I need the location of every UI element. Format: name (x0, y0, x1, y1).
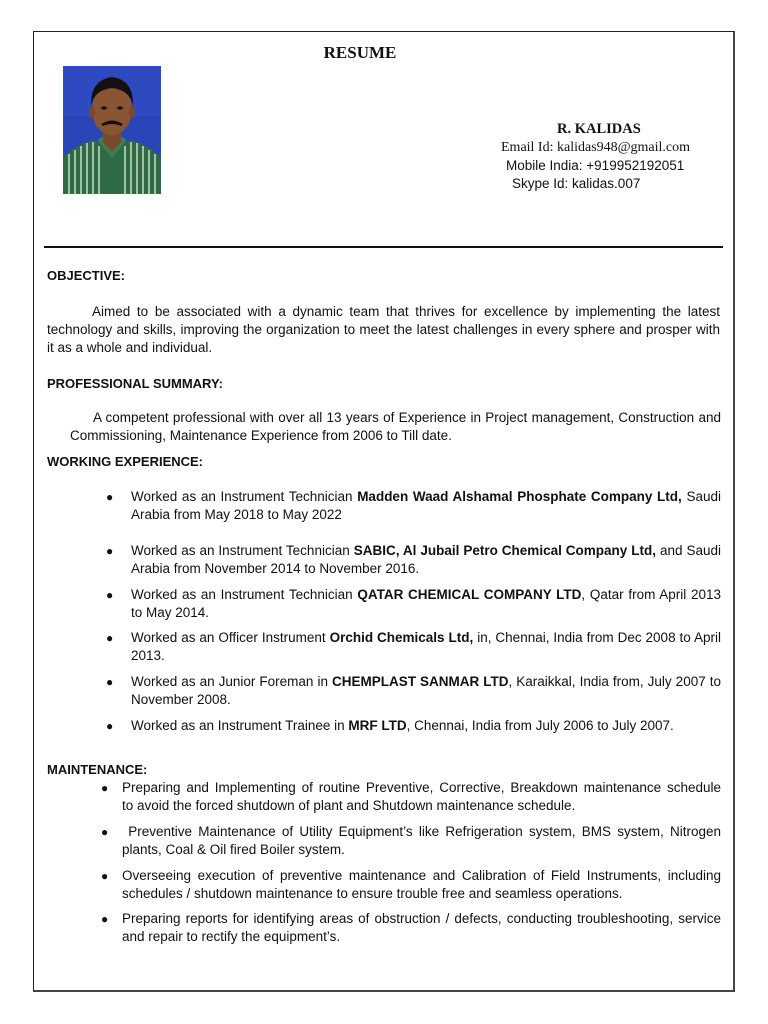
experience-item: ● Worked as an Officer Instrument Orchid Chemicals Ltd, in, Chennai, India from Dec 2008 to April 2013. (106, 630, 721, 663)
bullet-icon: ● (101, 781, 109, 795)
skype-text: Skype Id: kalidas.007 (512, 176, 641, 191)
mobile-text: Mobile India: +919952192051 (506, 158, 685, 173)
email-text: Email Id: kalidas948@gmail.com (501, 140, 691, 155)
maintenance-item: ● Preventive Maintenance of Utility Equipment’s like Refrigeration system, BMS system, Nitrogen plants, Coal & Oil fired Boiler system. (101, 824, 725, 857)
profile-photo-image (63, 66, 161, 194)
header-divider (44, 246, 723, 248)
objective-heading: OBJECTIVE: (47, 268, 126, 283)
summary-text: A competent professional with over all 13 years of Experience in Project management, Construction and Commissioning, Maintenance Experience from 2006 to Till date. (70, 410, 721, 443)
experience-item: ● Worked as an Instrument Technician SABIC, Al Jubail Petro Chemical Company Ltd, and Saudi Arabia from November 2014 to November 2016. (106, 543, 721, 576)
maintenance-heading: MAINTENANCE: (47, 762, 148, 777)
bullet-icon: ● (106, 490, 114, 504)
bullet-icon: ● (101, 869, 109, 883)
candidate-name: R. KALIDAS (557, 121, 641, 137)
maintenance-item: ● Preparing and Implementing of routine Preventive, Corrective, Breakdown maintenance schedule to avoid the forced shutdown of plant and Shutdown maintenance schedule. (101, 780, 744, 813)
bullet-icon: ● (106, 588, 114, 602)
experience-heading: WORKING EXPERIENCE: (47, 454, 204, 469)
summary-heading: PROFESSIONAL SUMMARY: (47, 376, 223, 391)
maintenance-item: ● Overseeing execution of preventive maintenance and Calibration of Field Instruments, including schedules / shutdown maintenance to ensure trouble free and seamless operations. (101, 868, 721, 901)
bullet-icon: ● (106, 631, 114, 645)
experience-item: ● Worked as an Instrument Technician Madden Waad Alshamal Phosphate Company Ltd, Saudi Arabia from May 2018 to May 2022 (106, 489, 721, 522)
experience-item: ● Worked as an Junior Foreman in CHEMPLAST SANMAR LTD, Karaikkal, India from, July 2007 to November 2008. (106, 674, 721, 707)
objective-text (47, 303, 720, 357)
experience-item: ● Worked as an Instrument Technician QATAR CHEMICAL COMPANY LTD, Qatar from April 2013 to May 2014. (106, 587, 722, 620)
bullet-icon: ● (101, 912, 109, 926)
bullet-icon: ● (106, 719, 114, 733)
maintenance-item: ● Preparing reports for identifying areas of obstruction / defects, conducting troubleshooting, service and repair to rectify the equipment’s. (101, 911, 721, 944)
profile-photo (63, 66, 161, 194)
bullet-icon: ● (106, 675, 114, 689)
bullet-icon: ● (101, 825, 109, 839)
bullet-icon: ● (106, 544, 114, 558)
experience-item: ● Worked as an Instrument Trainee in MRF LTD, Chennai, India from July 2006 to July 2007. (106, 718, 674, 733)
objective-body: Aimed to be associated with a dynamic team that thrives for excellence by implementing the latest technology and skills, improving the organization to meet the latest challenges in every sphere and prosper with it as a whole and individual. (47, 304, 720, 355)
document-title: RESUME (323, 43, 397, 62)
